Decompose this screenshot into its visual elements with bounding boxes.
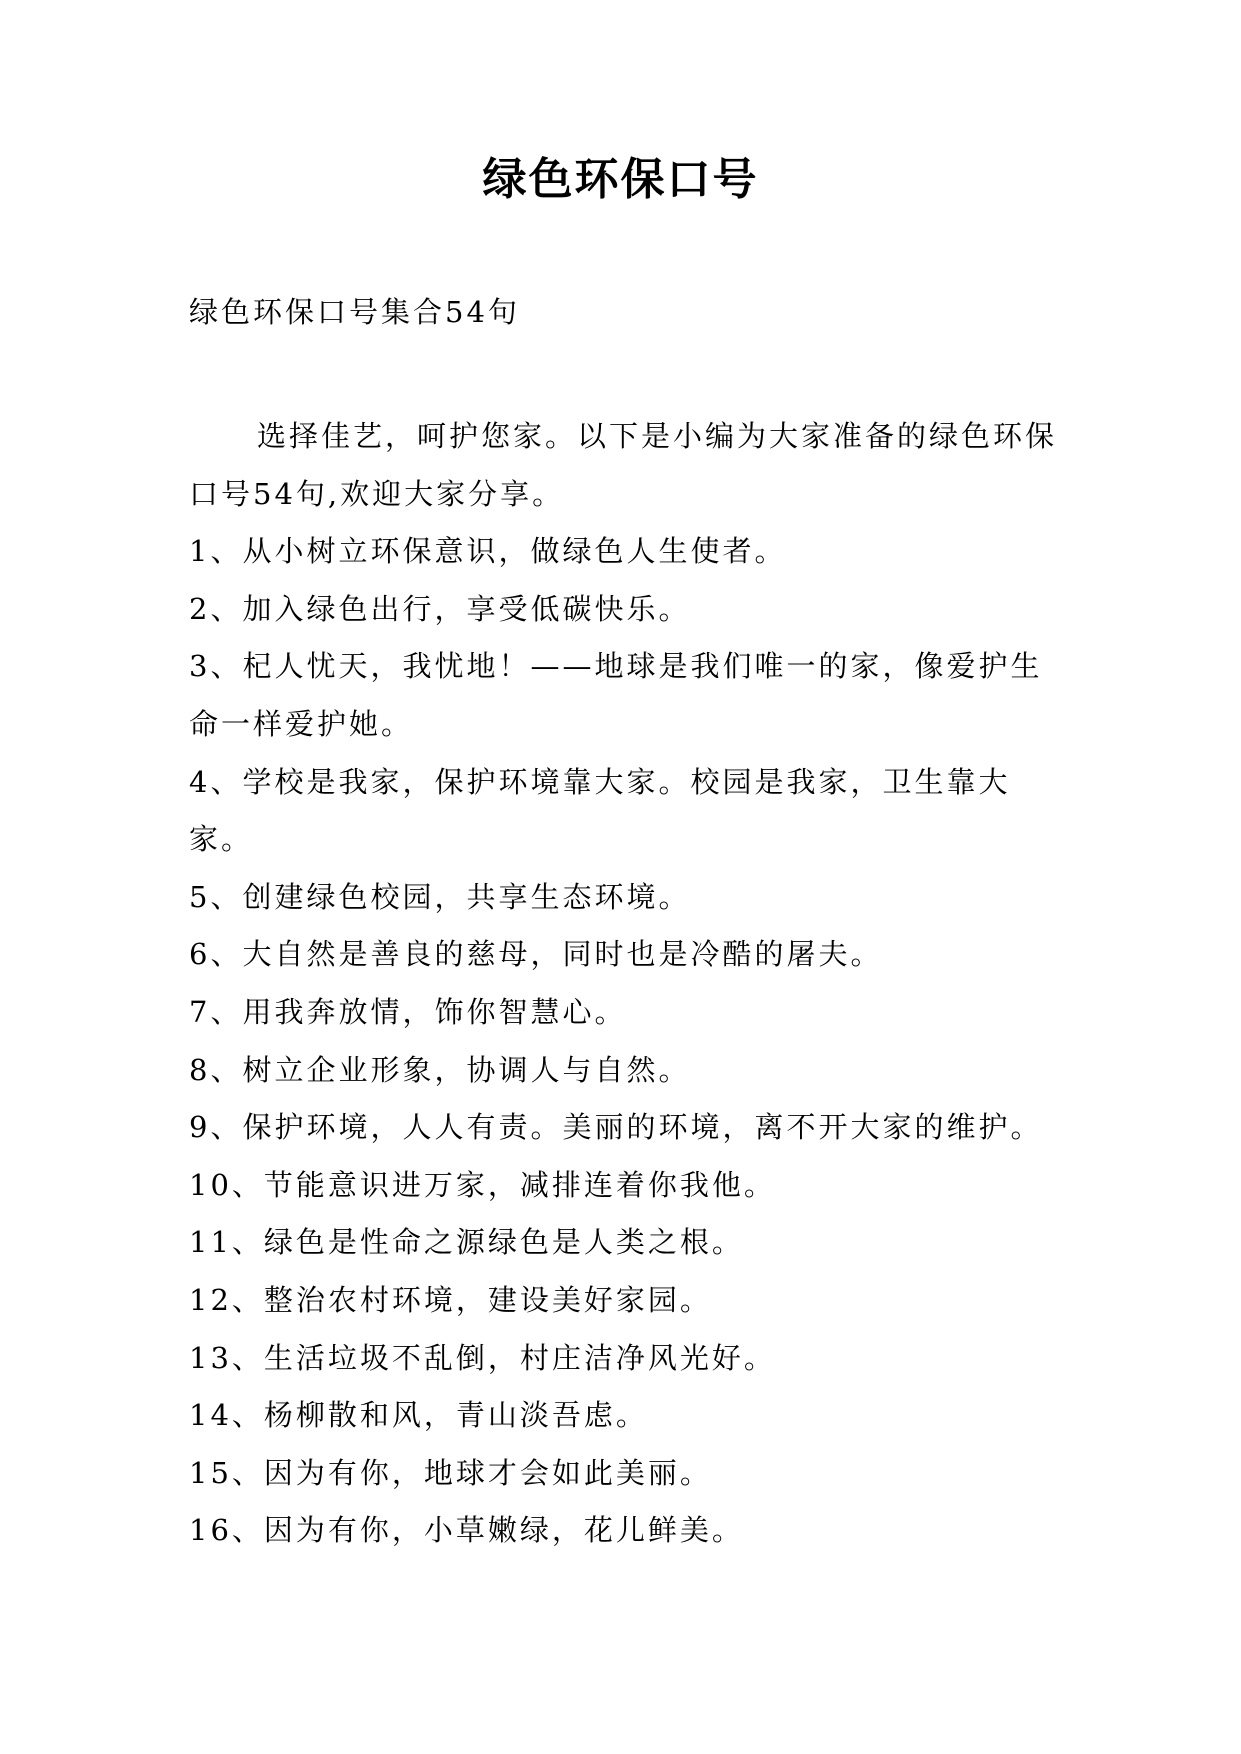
slogan-item: 16、因为有你，小草嫩绿，花儿鲜美。 [189,1513,744,1548]
slogan-item: 13、生活垃圾不乱倒，村庄洁净风光好。 [189,1340,776,1375]
slogan-item: 14、杨柳散和风，青山淡吾虑。 [189,1398,648,1433]
slogan-item: 3、杞人忧天，我忧地！——地球是我们唯一的家，像爱护生命一样爱护她。 [189,649,1043,741]
slogan-item: 5、创建绿色校园，共享生态环境。 [189,879,691,914]
slogan-item: 4、学校是我家，保护环境靠大家。校园是我家，卫生靠大家。 [189,764,1011,857]
slogan-item: 15、因为有你，地球才会如此美丽。 [189,1455,712,1490]
slogan-item: 1、从小树立环保意识，做绿色人生使者。 [189,534,787,569]
intro-paragraph: 选择佳艺，呵护您家。以下是小编为大家准备的绿色环保口号54句,欢迎大家分享。 [189,419,1058,511]
slogan-item: 10、节能意识进万家，减排连着你我他。 [189,1167,776,1202]
document-body [189,408,1069,1560]
slogan-item: 7、用我奔放情，饰你智慧心。 [189,994,627,1029]
slogan-item: 6、大自然是善良的慈母，同时也是冷酷的屠夫。 [189,937,883,972]
slogan-item: 8、树立企业形象，协调人与自然。 [189,1052,691,1087]
slogan-item: 2、加入绿色出行，享受低碳快乐。 [189,591,691,626]
slogan-item: 9、保护环境，人人有责。美丽的环境，离不开大家的维护。 [189,1110,1043,1145]
slogan-item: 12、整治农村环境，建设美好家园。 [189,1282,712,1317]
document-subtitle: 绿色环保口号集合54句 [189,295,520,329]
document-title: 绿色环保口号 [482,154,759,205]
slogan-item: 11、绿色是性命之源绿色是人类之根。 [189,1225,744,1260]
